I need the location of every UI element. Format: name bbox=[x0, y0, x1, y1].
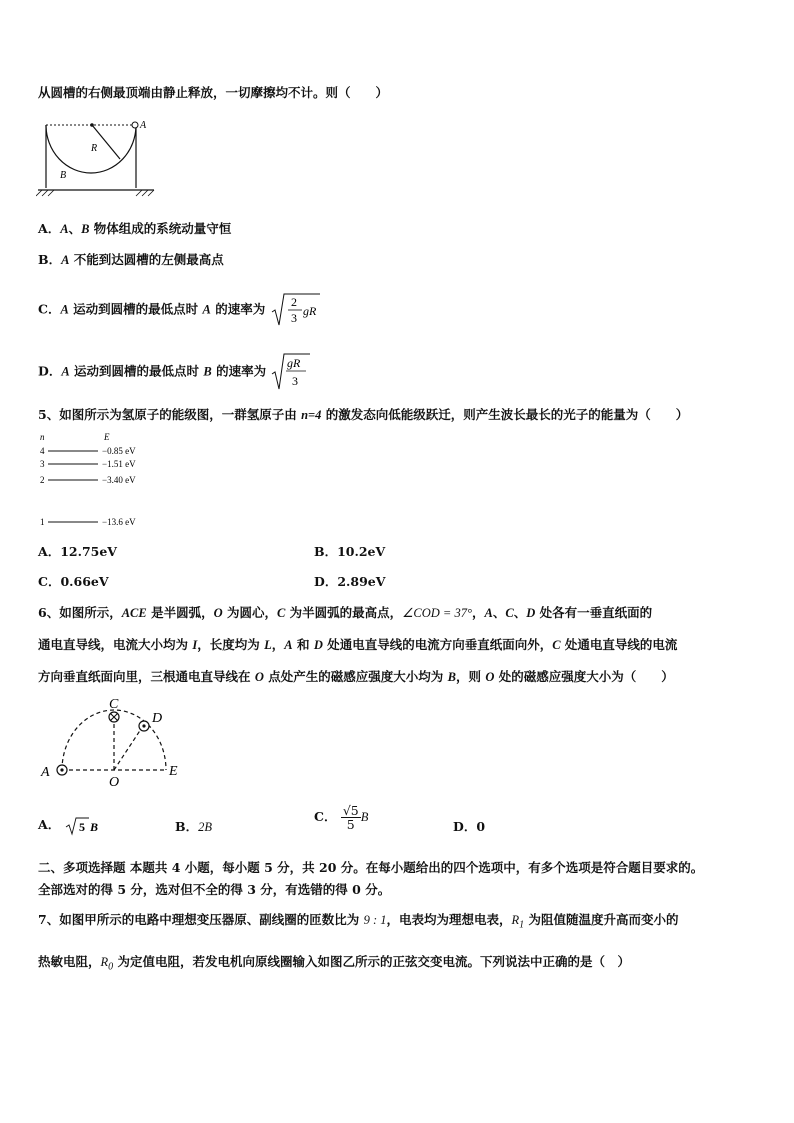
svg-text:4: 4 bbox=[40, 446, 45, 456]
svg-text:2: 2 bbox=[40, 475, 45, 485]
q5-level-4 bbox=[40, 446, 136, 456]
q5-col-n: n bbox=[40, 432, 45, 442]
q4-option-d: D．A 运动到圆槽的最低点时 B 的速率为 gR 3 bbox=[38, 352, 312, 392]
q5-level-2 bbox=[40, 475, 136, 485]
q6-stem-line2: 通电直导线，电流大小均为 I，长度均为 L，A 和 D 处通电直导线的电流方向垂直纸面向外，C 处通电直导线的电流 bbox=[38, 637, 678, 652]
q6-wire-c-in-icon bbox=[109, 712, 119, 722]
q6-stem-line1: 6、如图所示，ACE 是半圆弧，O 为圆心，C 为半圆弧的最高点，∠COD = 37°，A、C、D 处各有一垂直纸面的 bbox=[38, 605, 653, 620]
q6-line-od bbox=[114, 726, 143, 770]
svg-text:−3.40 eV: −3.40 eV bbox=[102, 475, 136, 485]
q4-option-b: B．A 不能到达圆槽的左侧最高点 bbox=[38, 252, 224, 267]
q4-ground bbox=[36, 190, 154, 196]
svg-text:1: 1 bbox=[40, 517, 45, 527]
q4-option-c: C．A 运动到圆槽的最低点时 A 的速率为 2 3 gR bbox=[38, 292, 322, 328]
q6-stem-line3: 方向垂直纸面向里，三根通电直导线在 O 点处产生的磁感应强度大小均为 B，则 O 处的磁感应强度大小为（ ） bbox=[38, 669, 674, 684]
q4-ball-a bbox=[132, 122, 138, 128]
q4-label-r: R bbox=[91, 143, 98, 154]
q5-option-c: C．0.66eV bbox=[38, 574, 109, 589]
q6-label-e: E bbox=[169, 764, 178, 779]
svg-text:3: 3 bbox=[290, 311, 297, 325]
q6-option-a: A． 5 B bbox=[38, 815, 105, 836]
section2-instruction-line2: 全部选对的得 5 分，选对但不全的得 3 分，有选错的得 0 分。 bbox=[38, 882, 391, 897]
q7-stem-line1: 7、如图甲所示的电路中理想变压器原、副线圈的匝数比为 9 : 1，电表均为理想电表，$R_1$ 为阻值随温度升高而变小的 bbox=[38, 912, 679, 931]
q6-option-d: D．0 bbox=[453, 819, 486, 834]
q5-level-3 bbox=[40, 459, 136, 469]
svg-text:−1.51 eV: −1.51 eV bbox=[102, 459, 136, 469]
svg-text:3: 3 bbox=[292, 374, 299, 388]
q4-figure bbox=[36, 116, 156, 198]
q6-option-b: B．2B bbox=[175, 819, 212, 834]
q4-label-a: A bbox=[140, 120, 147, 131]
q4-center-dot bbox=[90, 123, 94, 127]
svg-text:5: 5 bbox=[78, 819, 85, 834]
svg-text:−13.6 eV: −13.6 eV bbox=[102, 517, 136, 527]
q6-label-a: A bbox=[41, 765, 50, 780]
svg-text:−0.85 eV: −0.85 eV bbox=[102, 446, 136, 456]
q6-label-c: C bbox=[109, 697, 119, 712]
q4-label-b: B bbox=[60, 170, 67, 181]
q6-option-c: C． $\frac{√5}{5}$ B bbox=[314, 803, 369, 833]
svg-text:3: 3 bbox=[40, 459, 45, 469]
q5-level-1 bbox=[40, 517, 136, 527]
svg-text:gR: gR bbox=[287, 356, 301, 370]
section2-instruction-line1: 二、多项选择题 本题共 4 小题，每小题 5 分，共 20 分。在每小题给出的四个选项中，有多个选项是符合题目要求的。 bbox=[38, 860, 704, 875]
q6-label-o: O bbox=[109, 775, 120, 790]
svg-text:B: B bbox=[89, 819, 98, 834]
q6-option-a-sqrt bbox=[65, 816, 105, 836]
q4-option-c-sqrt bbox=[270, 292, 322, 328]
q6-option-c-fraction: $\frac{√5}{5}$ bbox=[342, 803, 359, 833]
q5-option-a: A．12.75eV bbox=[38, 544, 117, 559]
q6-wire-a-out-icon bbox=[57, 765, 67, 775]
q4-stem: 从圆槽的右侧最顶端由静止释放，一切摩擦均不计。则（ ） bbox=[38, 85, 389, 100]
q5-stem: 5、如图所示为氢原子的能级图，一群氢原子由 n=4 的激发态向低能级跃迁，则产生波长最长的光子的能量为（ ） bbox=[38, 407, 689, 422]
q6-figure bbox=[36, 692, 196, 792]
svg-text:gR: gR bbox=[302, 304, 316, 318]
q5-energy-diagram bbox=[36, 430, 166, 530]
q5-option-b: B．10.2eV bbox=[314, 544, 386, 559]
q6-wire-d-out-icon bbox=[139, 721, 149, 731]
q5-option-d: D．2.89eV bbox=[314, 574, 386, 589]
q4-option-a: A．A、B 物体组成的系统动量守恒 bbox=[38, 221, 232, 236]
q5-col-e: E bbox=[104, 432, 110, 442]
q6-label-d: D bbox=[152, 711, 163, 726]
q7-stem-line2: 热敏电阻，$R_0$ 为定值电阻，若发电机向原线圈输入如图乙所示的正弦交变电流。下列说法中正确的是（ ） bbox=[38, 954, 631, 973]
svg-text:2: 2 bbox=[290, 295, 297, 309]
q4-option-d-sqrt bbox=[270, 352, 312, 392]
